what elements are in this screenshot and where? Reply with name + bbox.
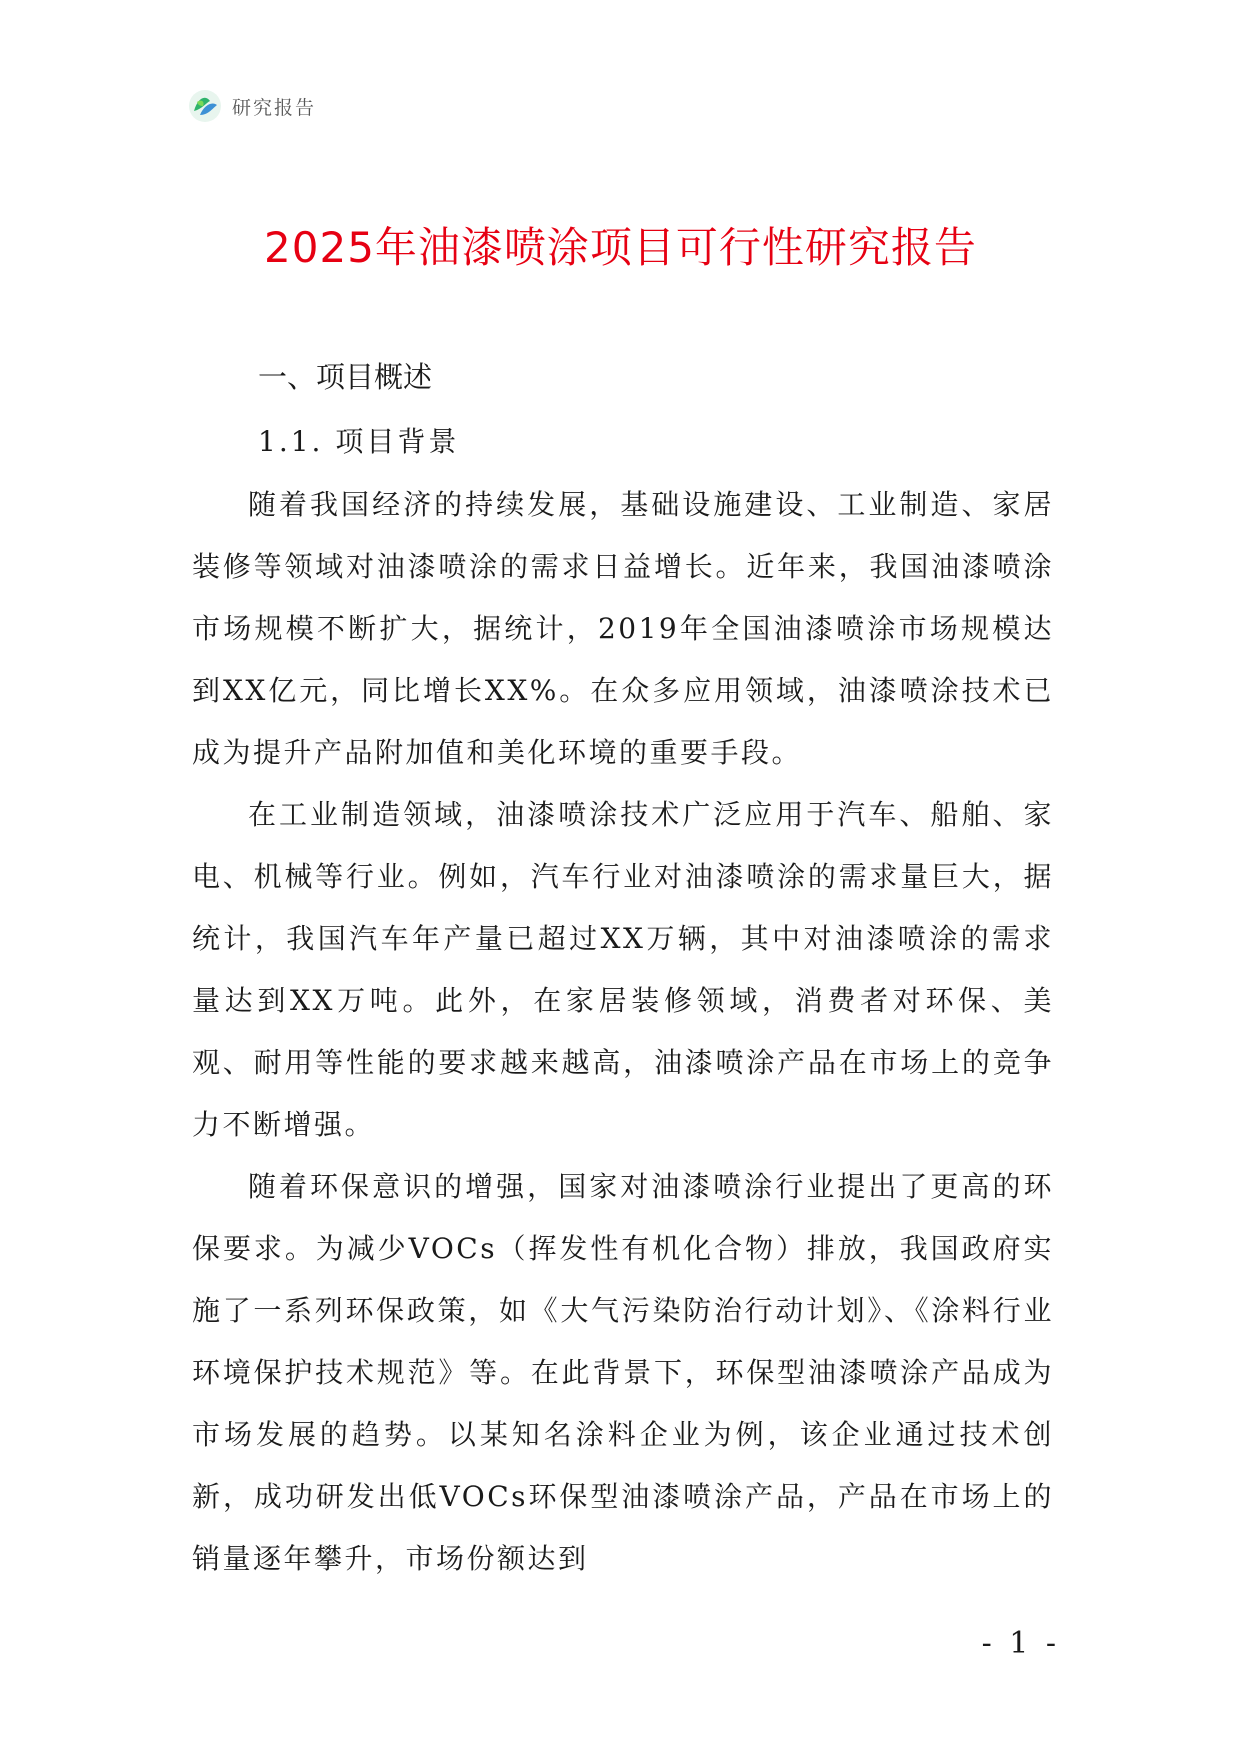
section-heading: 一、项目概述 [258,360,433,394]
paragraph: 在工业制造领域，油漆喷涂技术广泛应用于汽车、船舶、家电、机械等行业。例如，汽车行业对油漆喷涂的需求量巨大，据统计，我国汽车年产量已超过XX万辆，其中对油漆喷涂的需求量达到XX万吨。此外，在家居装修领域，消费者对环保、美观、耐用等性能的要求越来越高，油漆喷涂产品在市场上的竞争力不断增强。 [192,798,1054,1141]
header-label: 研究报告 [232,96,317,119]
paragraph: 随着环保意识的增强，国家对油漆喷涂行业提出了更高的环保要求。为减少VOCs（挥发性有机化合物）排放，我国政府实施了一系列环保政策，如《大气污染防治行动计划》、《涂料行业环境保护技术规范》等。在此背景下，环保型油漆喷涂产品成为市场发展的趋势。以某知名涂料企业为例，该企业通过技术创新，成功研发出低VOCs环保型油漆喷涂产品，产品在市场上的销量逐年攀升，市场份额达到 [192,1170,1054,1575]
page-header [188,86,316,126]
paragraph: 随着我国经济的持续发展，基础设施建设、工业制造、家居装修等领域对油漆喷涂的需求日益增长。近年来，我国油漆喷涂市场规模不断扩大，据统计，2019年全国油漆喷涂市场规模达到XX亿元，同比增长XX%。在众多应用领域，油漆喷涂技术已成为提升产品附加值和美化环境的重要手段。 [192,488,1054,769]
page-number: - 1 - [981,1626,1060,1661]
document-title: 2025年油漆喷涂项目可行性研究报告 [264,223,977,272]
sub-heading: 1.1. 项目背景 [258,425,460,458]
green-leaf-logo-icon [188,89,222,123]
body-text [192,474,1054,1590]
